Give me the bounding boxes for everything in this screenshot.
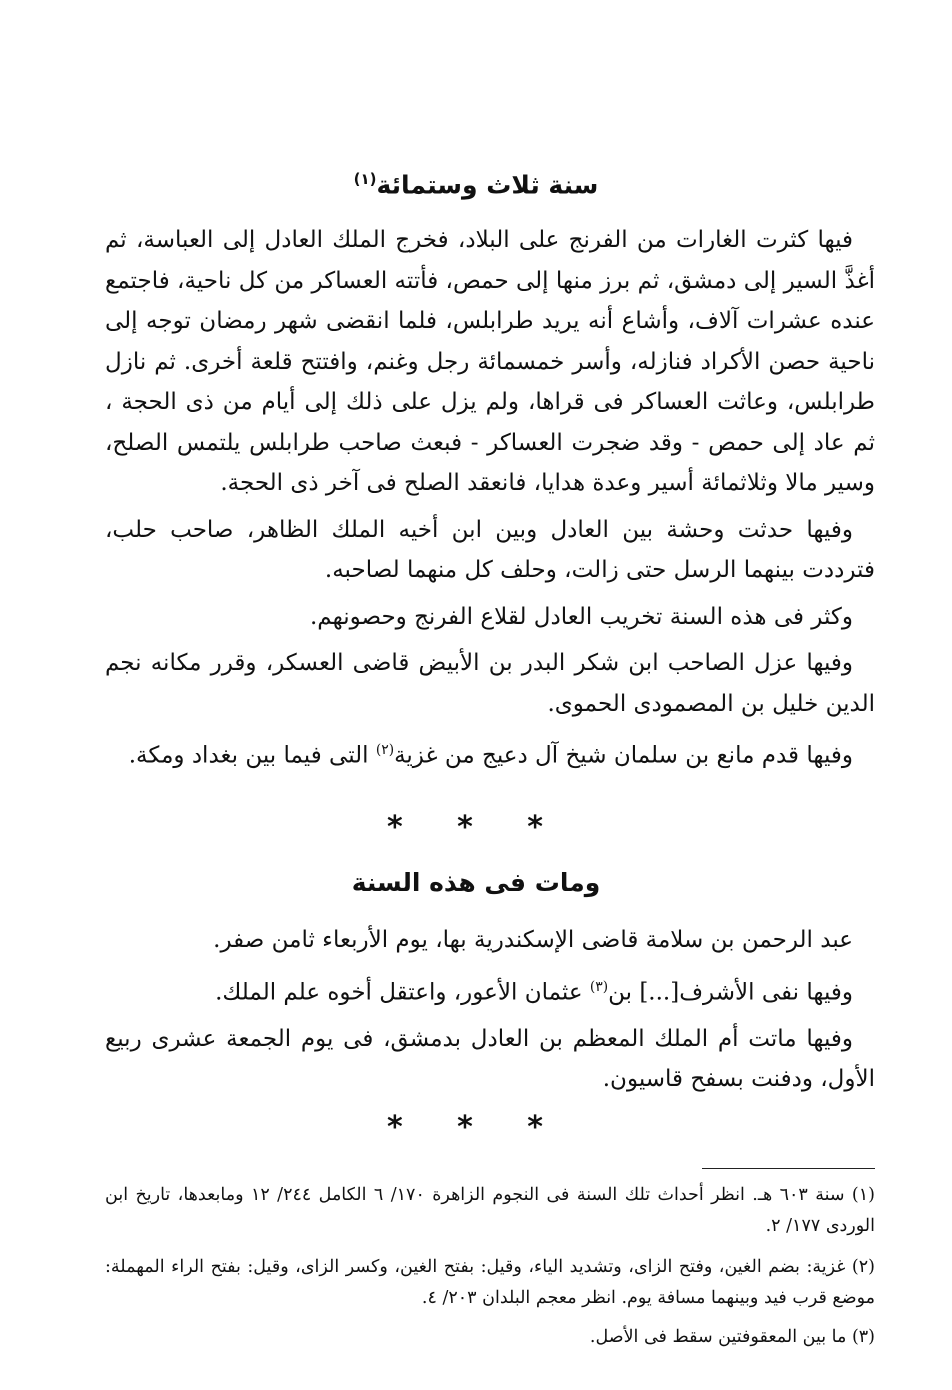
footnote-divider — [702, 1168, 875, 1169]
paragraph-1-text: فيها كثرت الغارات من الفرنج على البلاد، فخرج الملك العادل إلى العباسة، ثم أغذَّ السير إلى دمشق، ثم برز منها إلى حمص، فأتته العساكر من كل ناحية، فاجتمع عنده عشرات آلاف، وأشاع أنه يريد طرابلس، فلما انقضى شهر رمضان توجه إلى ناحية حصن الأكراد فنازله، وأسر خمسمائة رجل وغنم، وافتتح قلعة أخرى. ثم نازل طرابلس، وعاثت العساكر فى قراها، ولم يزل على ذلك إلى أيام من ذى الحجة ، ثم عاد إلى حمص - وقد ضجرت العساكر - فبعث صاحب طرابلس يلتمس الصلح، وسير مالا وثلاثمائة أسير وعدة هدايا، فانعقد الصلح فى آخر ذى الحجة. — [105, 227, 875, 496]
deaths-text — [105, 920, 875, 1100]
death-entry-3 — [105, 1019, 875, 1100]
footnote-2: (٢) غزية: بضم الغين، وفتح الزاى، وتشديد الياء، وقيل: بفتح الغين، وكسر الزاى، وقيل: بفتح الراء المهملة: موضع قرب فيد وبينهما مسافة يوم. انظر معجم البلدان ٢٠٣/ ٤. — [105, 1257, 875, 1308]
section-title: ومات فى هذه السنة — [351, 868, 601, 897]
footnote-1: (١) سنة ٦٠٣ هـ. انظر أحداث تلك السنة فى النجوم الزاهرة ١٧٠/ ٦ الكامل ٢٤٤/ ١٢ ومابعدها، تاريخ ابن الوردى ١٧٧/ ٢. — [105, 1185, 875, 1236]
paragraph-4 — [105, 643, 875, 724]
section-separator-2: * * * — [387, 1110, 565, 1145]
page-title-text: سنة ثلاث وستمائة — [376, 170, 599, 200]
death-entry-3-text: وفيها ماتت أم الملك المعظم بن العادل بدمشق، فى يوم الجمعة عشرى ربيع الأول، ودفنت بسفح قاسيون. — [105, 1025, 875, 1093]
footnote-ref-3: (٣) — [589, 978, 609, 995]
section-separator-1: * * * — [387, 810, 565, 845]
paragraph-1 — [105, 220, 875, 504]
page-title — [0, 170, 952, 199]
death-entry-1-text: عبد الرحمن بن سلامة قاضى الإسكندرية بها، يوم الأربعاء ثامن صفر. — [213, 927, 853, 953]
paragraph-2 — [105, 510, 875, 591]
death-entry-1 — [105, 920, 875, 961]
paragraph-5 — [105, 730, 875, 776]
death-entry-2-text-a: وفيها نفى الأشرف[...] بن — [608, 979, 853, 1006]
paragraph-5-text-a: وفيها قدم مانع بن سلمان شيخ آل دعيج من غزية — [394, 742, 853, 769]
main-text — [105, 220, 875, 776]
footnote-3: (٣) ما بين المعقوفتين سقط فى الأصل. — [589, 1327, 875, 1347]
paragraph-2-text: وفيها حدثت وحشة بين العادل وبين ابن أخيه الملك الظاهر، صاحب حلب، فترددت بينهما الرسل حتى زالت، وحلف كل منهما لصاحبه. — [105, 516, 875, 583]
title-footnote-ref: (١) — [353, 170, 377, 188]
paragraph-3-text: وكثر فى هذه السنة تخريب العادل لقلاع الفرنج وحصونهم. — [310, 603, 853, 630]
death-entry-2-text-b: عثمان الأعور، واعتقل أخوه علم الملك. — [215, 979, 590, 1006]
paragraph-4-text: وفيها عزل الصاحب ابن شكر البدر بن الأبيض قاضى العسكر، وقرر مكانه نجم الدين خليل بن المصمودى الحموى. — [105, 650, 875, 717]
death-entry-2 — [105, 967, 875, 1013]
footnote-ref-2: (٢) — [375, 742, 395, 758]
paragraph-3 — [105, 597, 875, 638]
paragraph-5-text-b: التى فيما بين بغداد ومكة. — [128, 742, 376, 769]
